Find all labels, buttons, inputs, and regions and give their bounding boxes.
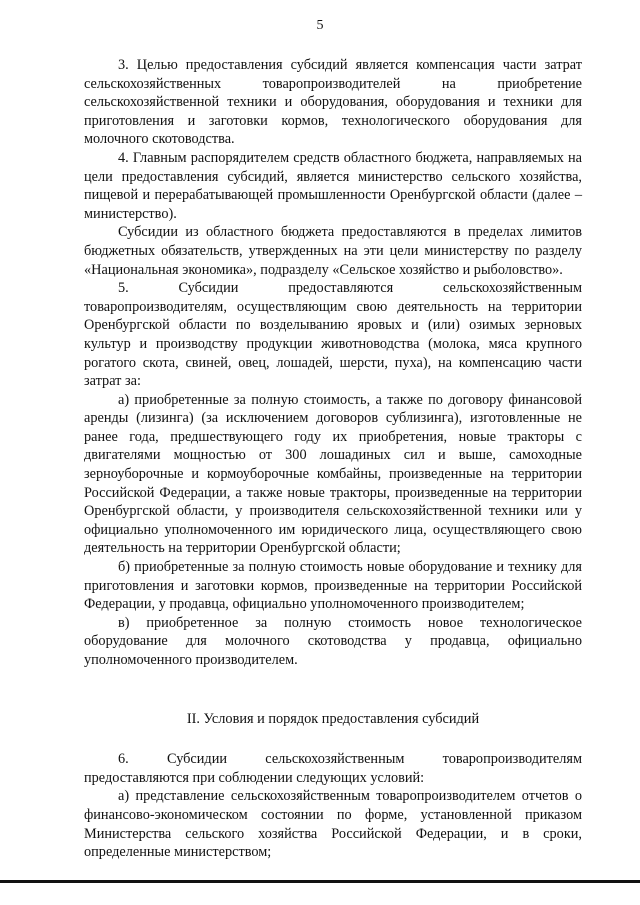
- section-heading: II. Условия и порядок предоставления субсидий: [186, 710, 480, 727]
- bottom-rule: [0, 880, 640, 883]
- paragraph-3: 3. Целью предоставления субсидий является компенсация части затрат сельскохозяйственных товаропроизводителей на приобретение сельскохозяйственной техники и оборудования, оборудования и техники для приготовления и заготовки кормов, технологического оборудования для молочного скотоводства.: [84, 57, 582, 148]
- paragraph-6: 6. Субсидии сельскохозяйственным товаропроизводителям предоставляются при соблюдении следующих условий:: [84, 751, 582, 786]
- paragraph-5a: а) приобретенные за полную стоимость, а также по договору финансовой аренды (лизинга) (за исключением договоров сублизинга), изготовленные не ранее года, предшествующего году их приобретения, новые тракторы с двигателями мощностью от 300 лошадиных сил и выше, самоходные зерноуборочные и кормоуборочные комбайны, произведенные на территории Российской Федерации, а также новые тракторы, произведенные на территории Оренбургской области, у производителя сельскохозяйственной техники или у официально уполномоченного им юридического лица, осуществляющего свою деятельность на территории Оренбургской области;: [84, 391, 582, 557]
- paragraph-5b: б) приобретенные за полную стоимость новые оборудование и технику для приготовления и заготовки кормов, произведенные на территории Российской Федерации, у продавца, официально уполномоченного производителем;: [84, 559, 582, 613]
- paragraph-5v: в) приобретенное за полную стоимость новое технологическое оборудование для молочного скотоводства у продавца, официально уполномоченного производителем.: [84, 614, 582, 668]
- paragraph-4: 4. Главным распорядителем средств областного бюджета, направляемых на цели предоставления субсидий, является министерство сельского хозяйства, пищевой и перерабатывающей промышленности Оренбургской области (далее – министерство).: [84, 149, 582, 222]
- paragraph-5: 5. Субсидии предоставляются сельскохозяйственным товаропроизводителям, осуществляющим свою деятельность на территории Оренбургской области по возделыванию яровых и (или) озимых зерновых культур и производству продукции животноводства (молока, мяса крупного рогатого скота, свиней, овец, лошадей, шерсти, пуха), на компенсацию части затрат за:: [84, 280, 582, 390]
- paragraph-budget-limits: Субсидии из областного бюджета предоставляются в пределах лимитов бюджетных обязательств, утвержденных на эти цели министерству по разделу «Национальная экономика», подразделу «Сельское хозяйство и рыболовство».: [84, 224, 582, 278]
- document-body: [84, 56, 582, 862]
- paragraph-6a: а) представление сельскохозяйственным товаропроизводителем отчетов о финансово-экономическом состоянии по форме, установленной приказом Министерства сельского хозяйства Российской Федерации, и в сроки, определенные министерством;: [84, 788, 582, 861]
- page-number: 5: [316, 18, 324, 33]
